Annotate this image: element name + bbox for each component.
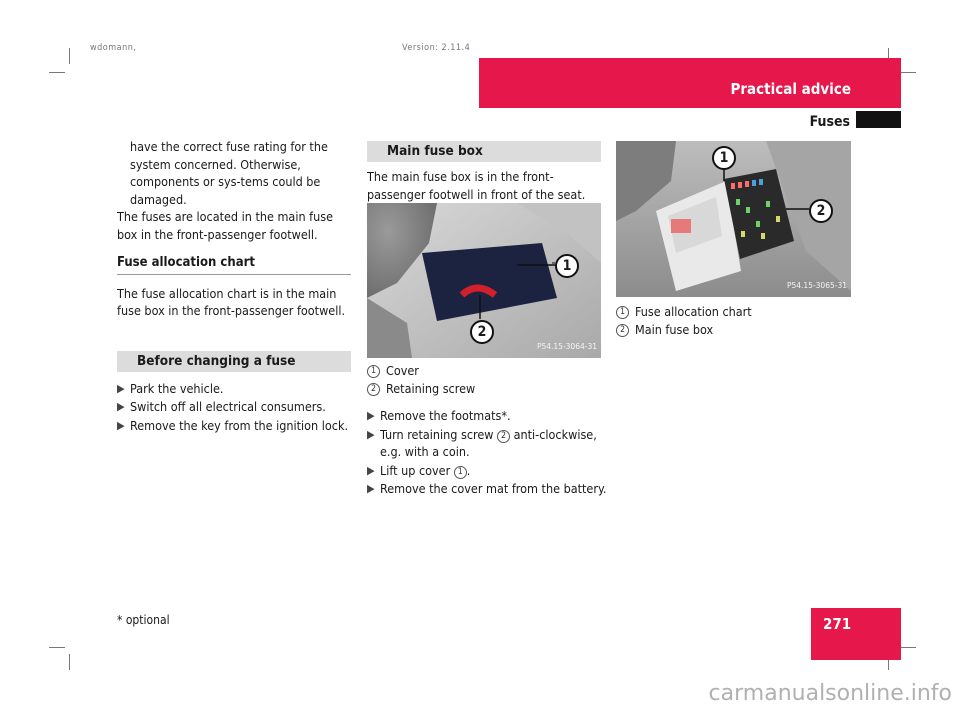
- step-text: Park the vehicle.: [130, 380, 224, 396]
- step-arrow-icon: ▶: [367, 482, 375, 495]
- step-text: .: [466, 462, 471, 478]
- section-title: Practical advice: [730, 80, 851, 98]
- instruction-step: [367, 407, 607, 425]
- paragraph: The fuses are located in the main fuse box in the front-passenger footwell.: [117, 209, 334, 242]
- legend-text: Main fuse box: [635, 321, 714, 337]
- continued-text: have the correct fuse rating for the system concerned. Otherwise, components or sys-tems could be damaged.: [130, 139, 328, 207]
- step-arrow-icon: ▶: [367, 463, 375, 477]
- column-1: [117, 138, 351, 435]
- crop-mark: [49, 647, 65, 648]
- print-meta-right: Version: 2.11.4: [402, 43, 471, 53]
- crop-mark: [49, 72, 65, 73]
- header-black-tab: [856, 111, 901, 128]
- callout-marker: 1: [712, 146, 736, 170]
- step-text: anti-clockwise, e.g. with a coin.: [380, 426, 597, 459]
- page-number-box: [811, 608, 901, 660]
- callout-number: 1: [454, 466, 467, 479]
- instruction-step: [367, 462, 607, 480]
- legend-item: [616, 303, 856, 321]
- callout-number: 2: [497, 430, 510, 443]
- column-2: [367, 141, 601, 203]
- instruction-step: [117, 417, 351, 435]
- watermark: carmanualsonline.info: [708, 681, 952, 706]
- section-heading-bar: Main fuse box: [367, 141, 601, 162]
- instruction-step: [367, 426, 607, 461]
- legend-text: Fuse allocation chart: [635, 304, 752, 319]
- column-3-legend: [616, 303, 856, 338]
- step-text: Remove the key from the ignition lock.: [130, 417, 349, 433]
- step-text: Remove the cover mat from the battery.: [380, 481, 607, 496]
- step-arrow-icon: ▶: [117, 400, 125, 413]
- legend-item: [367, 362, 607, 380]
- subheading: Fuse allocation chart: [117, 254, 351, 275]
- print-meta-left: wdomann,: [90, 43, 137, 53]
- step-arrow-icon: ▶: [117, 418, 125, 432]
- crop-mark: [900, 647, 916, 648]
- instruction-step: [367, 480, 607, 498]
- footnote: * optional: [117, 613, 170, 627]
- callout-marker: 2: [809, 199, 833, 223]
- crop-mark: [69, 654, 70, 670]
- callout-marker: 1: [555, 254, 579, 278]
- legend-text: Cover: [386, 363, 419, 378]
- legend-item: [616, 321, 856, 339]
- step-text: Remove the footmats*.: [380, 408, 511, 423]
- callout-marker: 2: [470, 320, 494, 344]
- legend-item: [367, 380, 607, 398]
- section-header-bar: [479, 58, 901, 108]
- section-heading-bar: Before changing a fuse: [117, 351, 351, 372]
- crop-mark: [69, 48, 70, 64]
- step-arrow-icon: ▶: [367, 409, 375, 422]
- subsection-title: Fuses: [809, 114, 850, 130]
- crop-mark: [900, 72, 916, 73]
- footwell-cover-photo: [367, 203, 601, 358]
- step-arrow-icon: ▶: [367, 427, 375, 441]
- step-text: Lift up cover: [380, 462, 454, 478]
- column-2-lower: [367, 362, 607, 499]
- instruction-step: [117, 380, 351, 398]
- instruction-step: [117, 398, 351, 416]
- step-text: Switch off all electrical consumers.: [130, 399, 326, 414]
- paragraph: The main fuse box is in the front-passenger footwell in front of the seat.: [367, 169, 586, 202]
- page-number: 271: [823, 615, 852, 633]
- legend-text: Retaining screw: [386, 380, 476, 396]
- step-text: Turn retaining screw: [380, 426, 498, 442]
- callout-number: 1: [616, 306, 629, 319]
- callout-number: 1: [367, 365, 380, 378]
- photo-code: P54.15-3064-31: [536, 341, 597, 351]
- paragraph: The fuse allocation chart is in the main fuse box in the front-passenger footwell.: [117, 285, 346, 318]
- callout-number: 2: [616, 324, 629, 337]
- photo-code: P54.15-3065-31: [786, 280, 847, 290]
- fuse-box-photo: [616, 141, 851, 297]
- step-arrow-icon: ▶: [117, 381, 125, 395]
- callout-number: 2: [367, 383, 380, 396]
